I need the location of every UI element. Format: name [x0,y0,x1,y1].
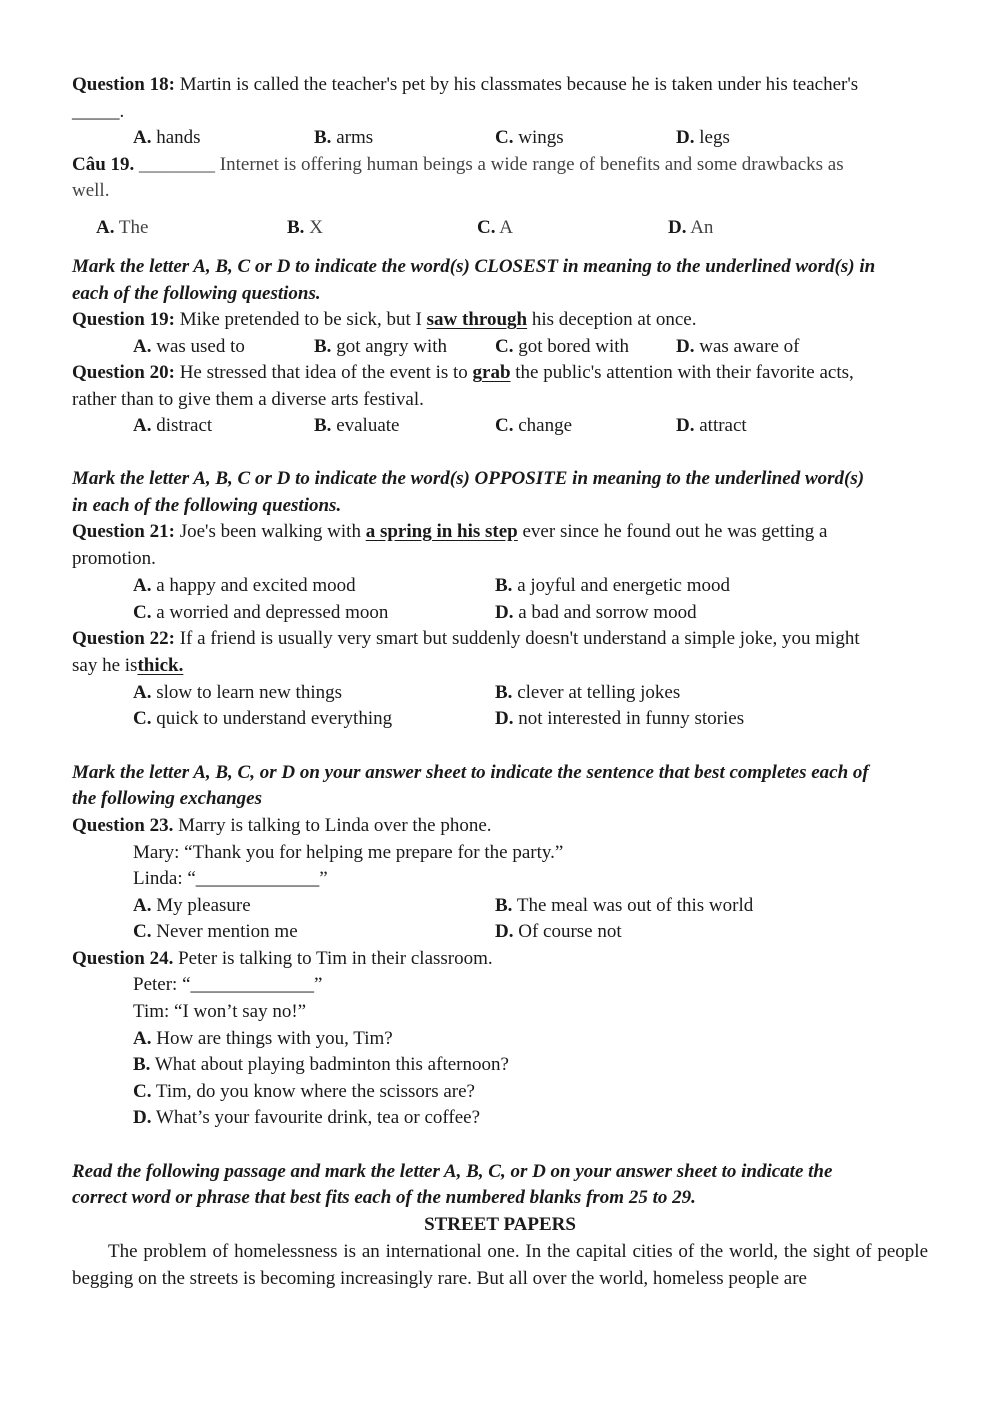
question-21-label: Question 21: [72,521,175,542]
q21-option-c: C. a worried and depressed moon [133,602,389,623]
cau-19 [72,152,844,178]
section-opposite-instruction: Mark the letter A, B, C or D to indicate the word(s) OPPOSITE in meaning to the underlined word(s) [72,468,865,489]
q23-option-a: A. My pleasure [133,895,251,916]
question-18-text: Martin is called the teacher's pet by his classmates because he is taken under his teacher's [179,74,859,95]
question-24-label: Question 24. [72,948,174,969]
underlined-phrase: a spring in his step [365,521,518,542]
cau19-option-b: B. X [287,217,323,238]
q23-dialog-mary: Mary: “Thank you for helping me prepare for the party.” [133,842,564,863]
q20-option-a: A. distract [133,415,213,436]
q18-option-b: B. arms [314,127,374,148]
question-24: Question 24. Peter is talking to Tim in their classroom. [72,948,493,969]
q24-option-c: C. Tim, do you know where the scissors are? [133,1081,475,1102]
section-opposite-instruction-2: in each of the following questions. [72,495,342,516]
section-closest-instruction-2: each of the following questions. [72,283,321,304]
q23-option-d: D. Of course not [495,921,622,942]
passage-text: The problem of homelessness is an international one. In the capital cities of the world, the sight of people begging on the streets is becoming increasingly rare. But all over the world, homeless people are [72,1241,928,1289]
underlined-word: grab [472,362,511,383]
q20-option-d: D. attract [676,415,747,436]
question-20-label: Question 20: [72,362,175,383]
section-passage-instruction: Read the following passage and mark the letter A, B, C, or D on your answer sheet to indicate the [72,1161,833,1182]
q20-option-c: C. change [495,415,573,436]
section-exchange-instruction: Mark the letter A, B, C, or D on your answer sheet to indicate the sentence that best completes each of [72,762,869,783]
q22-option-c: C. quick to understand everything [133,708,393,729]
q18-option-a: A. hands [133,127,201,148]
q18-option-c: C. wings [495,127,564,148]
q19-option-d: D. was aware of [676,336,800,357]
section-closest-instruction: Mark the letter A, B, C or D to indicate the word(s) CLOSEST in meaning to the underlined word(s) in [72,256,876,277]
section-exchange-instruction-2: the following exchanges [72,788,263,809]
q24-dialog-peter: Peter: “_____________” [133,974,323,995]
q23-dialog-linda: Linda: “_____________” [133,868,328,889]
q22-option-b: B. clever at telling jokes [495,682,681,703]
q24-option-a: A. How are things with you, Tim? [133,1028,393,1049]
q22-option-a: A. slow to learn new things [133,682,342,703]
cau19-option-a: A. The [96,217,149,238]
passage-title: STREET PAPERS [424,1214,576,1235]
q23-option-b: B. The meal was out of this world [495,895,754,916]
underlined-phrase: saw through [426,309,528,330]
question-22-line-2: say he isthick. [72,655,184,676]
question-18-label: Question 18: [72,74,175,95]
q23-option-c: C. Never mention me [133,921,298,942]
question-22-label: Question 22: [72,628,175,649]
question-19-label: Question 19: [72,309,175,330]
question-21-line-2: promotion. [72,548,156,569]
q19-option-c: C. got bored with [495,336,630,357]
question-19: Question 19: Mike pretended to be sick, but I saw through his deception at once. [72,309,697,330]
q19-option-b: B. got angry with [314,336,448,357]
q24-dialog-tim: Tim: “I won’t say no!” [133,1001,307,1022]
cau-19-text: ________ Internet is offering human beings a wide range of benefits and some drawbacks as [139,154,844,175]
question-20-line-2: rather than to give them a diverse arts festival. [72,389,424,410]
cau-19-label: Câu 19. [72,154,135,175]
q24-option-b: B. What about playing badminton this afternoon? [133,1054,509,1075]
question-18-blank: _____. [72,101,125,122]
question-22: Question 22: If a friend is usually very smart but suddenly doesn't understand a simple joke, you might [72,628,860,649]
section-passage-instruction-2: correct word or phrase that best fits each of the numbered blanks from 25 to 29. [72,1187,696,1208]
q18-option-d: D. legs [676,127,730,148]
underlined-word: thick. [137,655,184,676]
question-23-label: Question 23. [72,815,174,836]
q20-option-b: B. evaluate [314,415,400,436]
q22-option-d: D. not interested in funny stories [495,708,745,729]
question-21: Question 21: Joe's been walking with a spring in his step ever since he found out he was getting a [72,521,828,542]
cau19-option-d: D. An [668,217,714,238]
q24-option-d: D. What’s your favourite drink, tea or coffee? [133,1107,481,1128]
question-18 [72,72,858,98]
q21-option-a: A. a happy and excited mood [133,575,356,596]
q19-option-a: A. was used to [133,336,245,357]
q21-option-d: D. a bad and sorrow mood [495,602,697,623]
question-23: Question 23. Marry is talking to Linda over the phone. [72,815,492,836]
q21-option-b: B. a joyful and energetic mood [495,575,730,596]
question-20: Question 20: He stressed that idea of the event is to grab the public's attention with their favorite acts, [72,362,854,383]
cau-19-text-2: well. [72,180,110,201]
cau19-option-c: C. A [477,217,513,238]
